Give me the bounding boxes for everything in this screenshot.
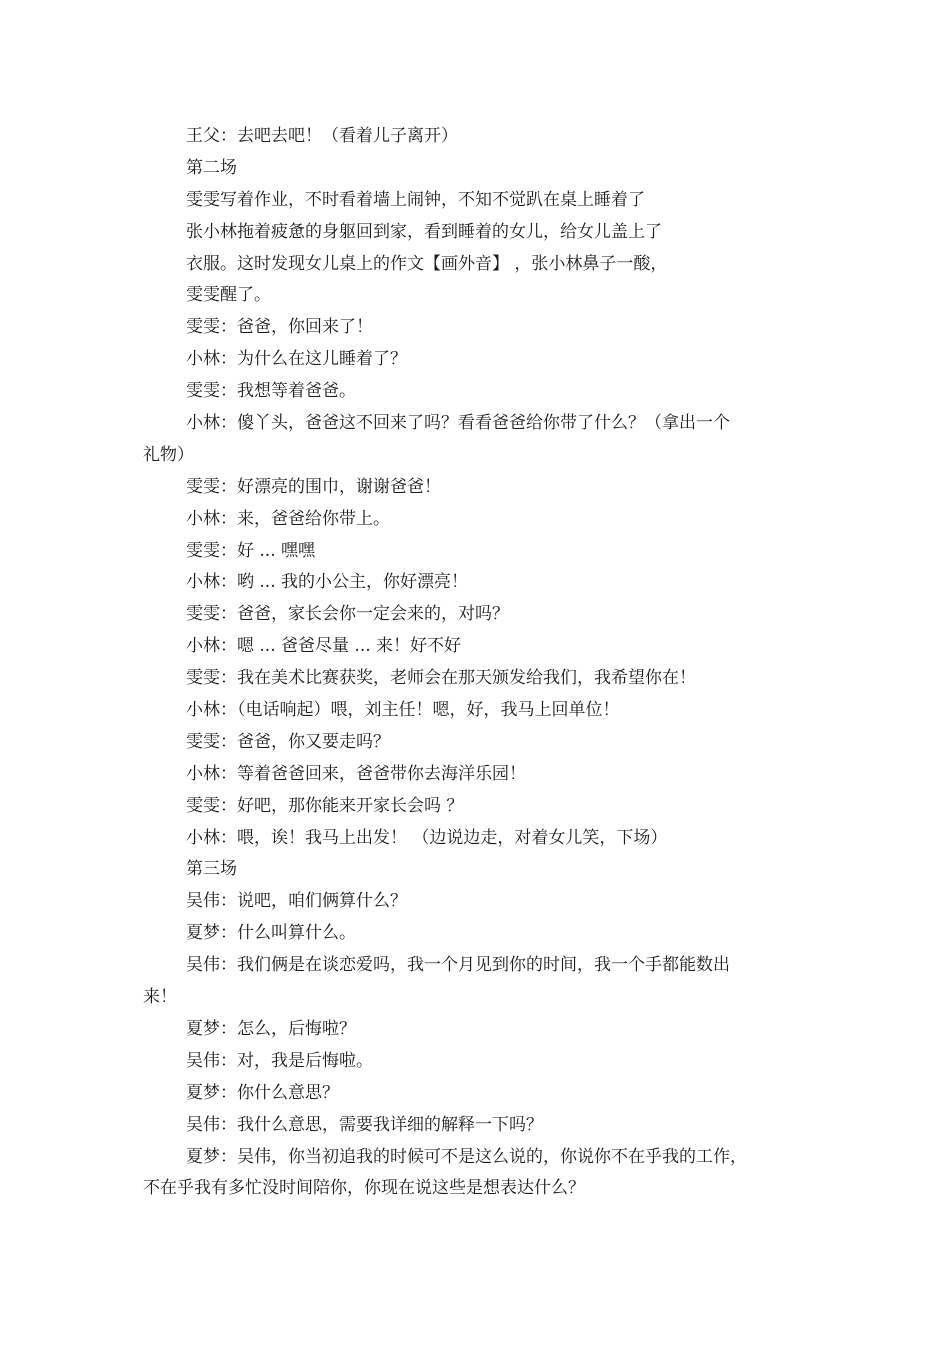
text-line: 吴伟：说吧，咱们俩算什么？ bbox=[186, 891, 407, 912]
text-line: 雯雯：爸爸，你回来了！ bbox=[186, 317, 373, 338]
text-line: 衣服。这时发现女儿桌上的作文【画外音】 ，张小林鼻子一酸， bbox=[186, 253, 668, 274]
text-line: 雯雯写着作业，不时看着墙上闹钟，不知不觉趴在桌上睡着了 bbox=[186, 189, 645, 210]
text-line: 雯雯：爸爸，你又要走吗？ bbox=[186, 731, 390, 752]
text-line: 礼物） bbox=[143, 444, 194, 465]
text-line: 第二场 bbox=[186, 157, 237, 178]
text-line: 小林：哟 ... 我的小公主，你好漂亮！ bbox=[186, 572, 469, 593]
text-line: 吴伟：对，我是后悔啦。 bbox=[186, 1050, 373, 1071]
document-body bbox=[143, 121, 773, 1205]
text-line: 雯雯：好吧，那你能来开家长会吗 ？ bbox=[186, 795, 464, 816]
text-line: 王父：去吧去吧！（看着儿子离开） bbox=[186, 126, 458, 146]
text-line: 雯雯：好 ... 嘿嘿 bbox=[186, 540, 316, 561]
text-line: 小林：嗯 ... 爸爸尽量 ... 来！好不好 bbox=[186, 636, 462, 657]
text-line: 小林：傻丫头，爸爸这不回来了吗？看看爸爸给你带了什么？（拿出一个 bbox=[186, 413, 730, 434]
text-line: 雯雯醒了。 bbox=[186, 285, 271, 306]
text-line: 不在乎我有多忙没时间陪你，你现在说这些是想表达什么？ bbox=[143, 1178, 585, 1199]
text-line: 小林：来，爸爸给你带上。 bbox=[186, 508, 390, 529]
text-line: 吴伟：我们俩是在谈恋爱吗，我一个月见到你的时间，我一个手都能数出 bbox=[186, 955, 730, 976]
text-line: 小林：等着爸爸回来，爸爸带你去海洋乐园！ bbox=[186, 763, 526, 784]
text-line: 小林：（电话响起）喂，刘主任！嗯，好，我马上回单位！ bbox=[186, 700, 620, 721]
text-line: 雯雯：我在美术比赛获奖，老师会在那天颁发给我们，我希望你在！ bbox=[186, 668, 696, 689]
text-line: 张小林拖着疲惫的身躯回到家，看到睡着的女儿，给女儿盖上了 bbox=[186, 221, 662, 242]
text-line: 雯雯：好漂亮的围巾，谢谢爸爸！ bbox=[186, 476, 441, 497]
text-line: 夏梦：你什么意思？ bbox=[186, 1082, 339, 1103]
text-line: 第三场 bbox=[186, 859, 237, 880]
text-line: 雯雯：爸爸，家长会你一定会来的，对吗？ bbox=[186, 604, 509, 625]
text-line: 吴伟：我什么意思，需要我详细的解释一下吗？ bbox=[186, 1114, 543, 1135]
text-line: 小林：喂，诶！我马上出发！ （边说边走，对着女儿笑，下场） bbox=[186, 827, 668, 848]
text-line: 小林：为什么在这儿睡着了？ bbox=[186, 349, 407, 370]
text-line: 夏梦：吴伟，你当初追我的时候可不是这么说的，你说你不在乎我的工作， bbox=[186, 1146, 747, 1167]
text-line: 来！ bbox=[143, 987, 177, 1008]
text-line: 夏梦：什么叫算什么。 bbox=[186, 923, 356, 944]
text-line: 夏梦：怎么，后悔啦？ bbox=[186, 1018, 356, 1039]
text-line: 雯雯：我想等着爸爸。 bbox=[186, 381, 356, 402]
